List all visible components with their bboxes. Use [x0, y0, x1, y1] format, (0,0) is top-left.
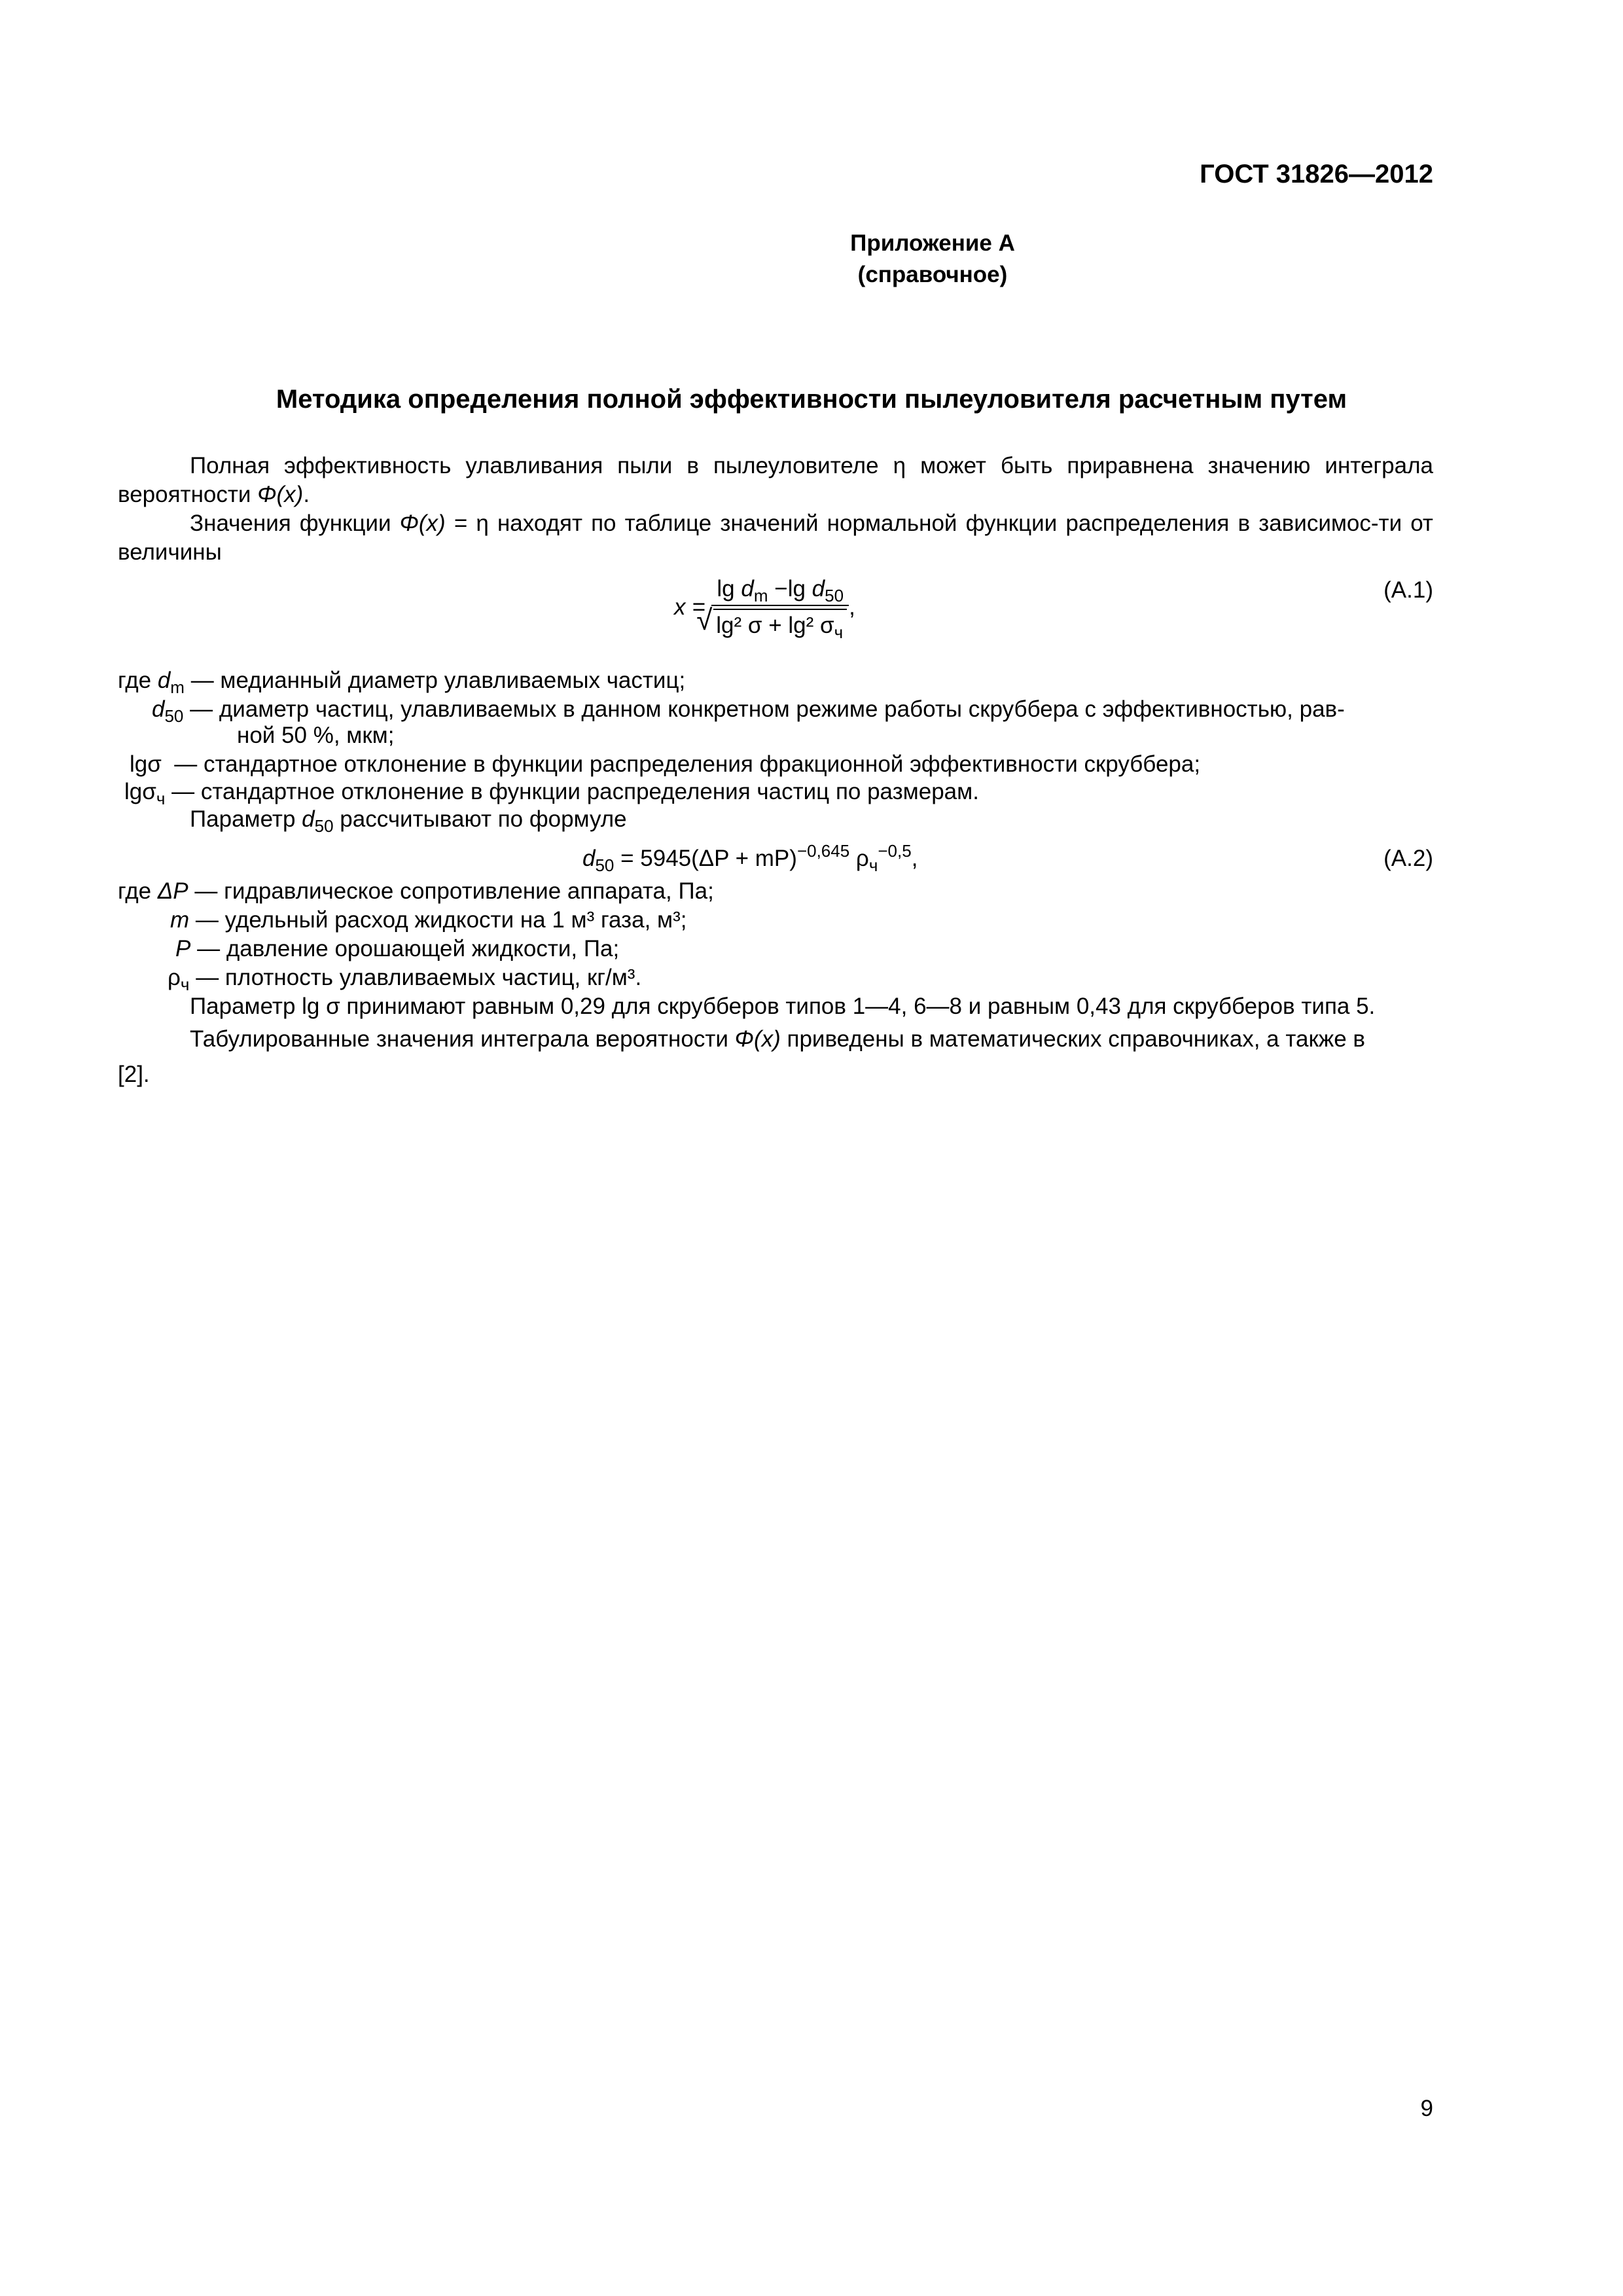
section-title: Методика определения полной эффективности пылеуловителя расчетным путем: [276, 385, 1347, 414]
paragraph-5: Табулированные значения интеграла вероятности Φ(x) приведены в математических справочниках, а также в: [190, 1026, 1365, 1052]
definition-item: где ΔP — гидравлическое сопротивление аппарата, Па;: [118, 878, 714, 904]
equation-a1-number: (A.1): [1383, 577, 1433, 603]
paragraph-3: Параметр $d_{50}$ рассчитывают по формуле: [190, 806, 627, 836]
definition-item: $d_{50}$ — диаметр частиц, улавливаемых в данном конкретном режиме работы скруббера с эффективностью, рав-: [152, 696, 1345, 726]
definition-item: lgσ$_ч$ — стандартное отклонение в функции распределения частиц по размерам.: [124, 779, 979, 808]
paragraph-5-continuation: [2].: [118, 1062, 150, 1087]
appendix-subtitle: (справочное): [857, 262, 1008, 287]
definition-item: m — удельный расход жидкости на 1 м³ газа, м³;: [170, 907, 687, 933]
definition-item: где $d_m$ — медианный диаметр улавливаемых частиц;: [118, 668, 686, 697]
definition-item: P — давление орошающей жидкости, Па;: [175, 936, 620, 961]
definition-item: lgσ — стандартное отклонение в функции распределения фракционной эффективности скруббера;: [130, 751, 1201, 777]
paragraph-1: Полная эффективность улавливания пыли в пылеуловителе η может быть приравнена значению интеграла вероятности Φ(x).: [118, 453, 1433, 507]
definition-item: $\rho_ч$ — плотность улавливаемых частиц, кг/м³.: [168, 965, 642, 994]
appendix-title: Приложение А: [850, 230, 1015, 256]
page-number: 9: [1420, 2096, 1433, 2121]
paragraph-2: Значения функции Φ(x) = η находят по таблице значений нормальной функции распределения в зависимос-ти от величины: [118, 511, 1433, 565]
equation-a2: $d_{50} = 5945(\Delta P + mP)^{-0,645}$ $\rho_ч^{-0,5}$,: [582, 841, 918, 875]
equation-a2-number: (A.2): [1383, 846, 1433, 871]
appendix-heading: [0, 228, 1623, 291]
equation-a1-fraction: $\lg d_m -\lg$ $d_{50}$ √ lg² σ + lg² $\sigma_ч$: [711, 575, 849, 640]
equation-a1: x = $\lg d_m -\lg$ $d_{50}$ √ lg² σ + lg² $\sigma_ч$ ,: [674, 575, 855, 640]
paragraph-4: Параметр lg σ принимают равным 0,29 для скрубберов типов 1—4, 6—8 и равным 0,43 для скрубберов типа 5.: [190, 994, 1376, 1019]
definition-item-continuation: ной 50 %, мкм;: [237, 723, 395, 748]
document-code: ГОСТ 31826—2012: [1200, 160, 1433, 188]
